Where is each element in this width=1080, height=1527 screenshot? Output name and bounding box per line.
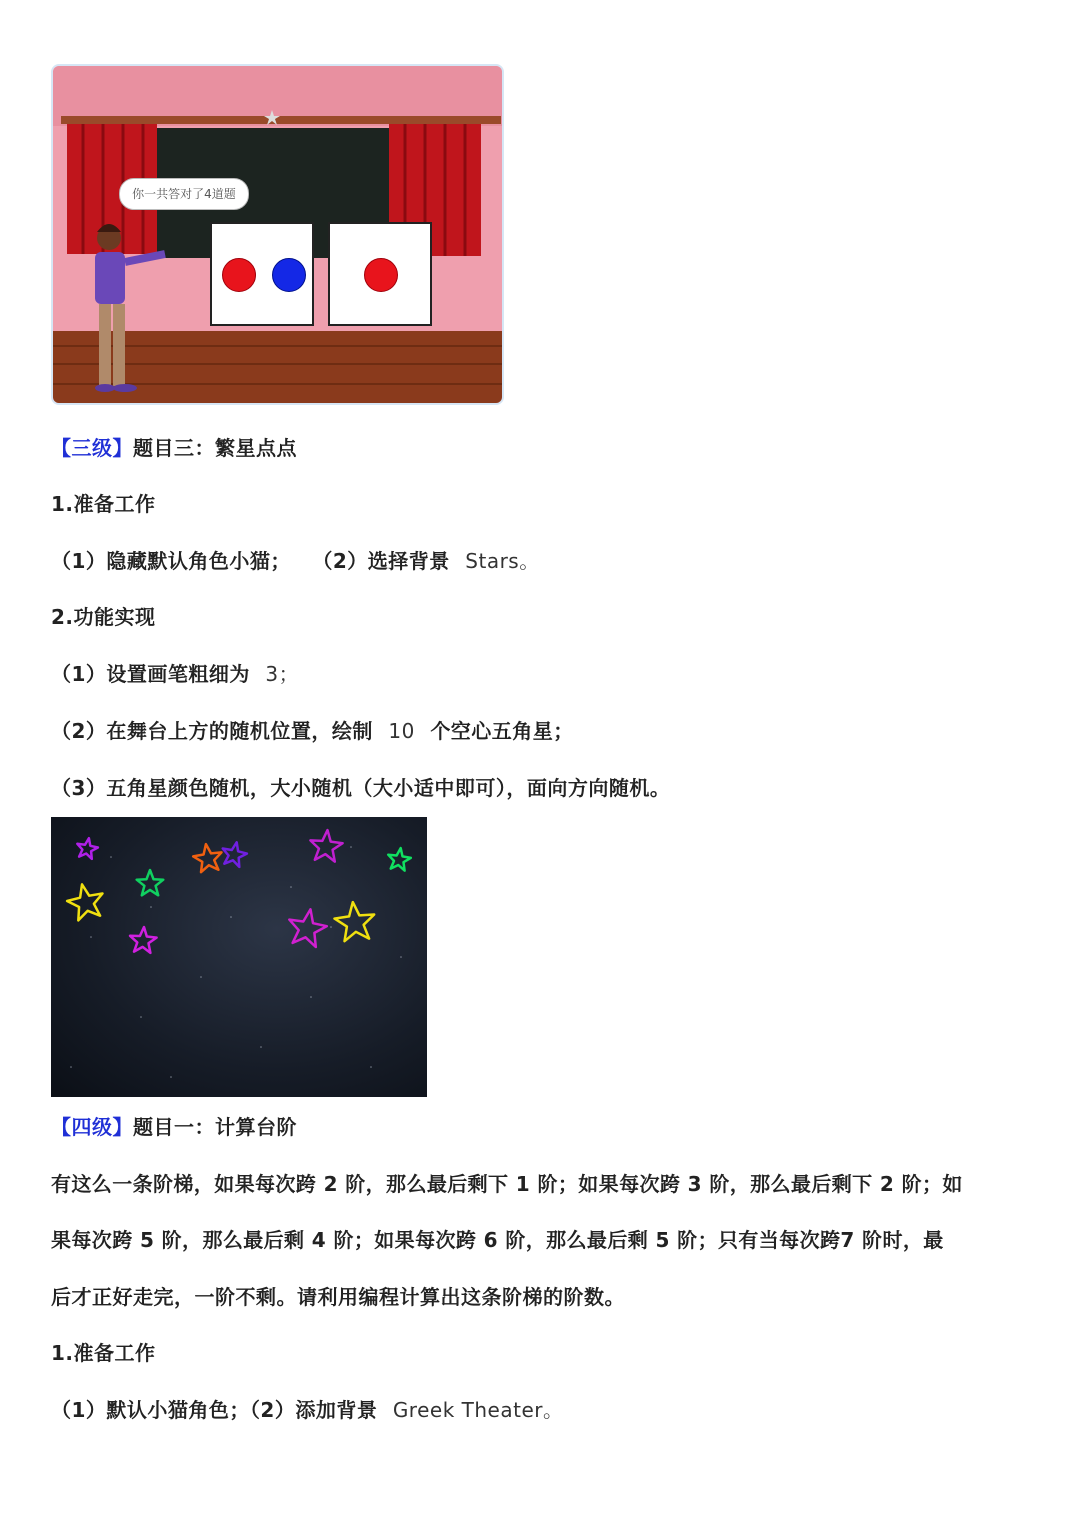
func-step-2	[51, 719, 574, 743]
prep-step-1: （1）隐藏默认角色小猫；	[51, 549, 291, 573]
hollow-star	[310, 830, 342, 862]
prep-step-1-value: Greek Theater。	[392, 1398, 564, 1422]
hollow-star	[193, 844, 221, 872]
func-step-1-value: 3；	[265, 662, 300, 686]
hollow-star	[223, 842, 247, 867]
section4-heading	[51, 1115, 297, 1139]
func-step-2-tail: 个空心五角星；	[430, 719, 574, 743]
func-step-2-value: 10	[388, 719, 415, 743]
func-step-2-label: （2）在舞台上方的随机位置，绘制	[51, 719, 373, 743]
red-dot	[222, 258, 256, 292]
hollow-star	[130, 927, 157, 953]
blue-dot	[272, 258, 306, 292]
section-title: 题目三：繁星点点	[133, 436, 297, 460]
answer-card-two-dots	[210, 222, 314, 326]
level-tag: 【三级】	[51, 436, 133, 460]
speech-bubble: 你一共答对了4道题	[119, 178, 249, 210]
func-heading: 2.功能实现	[51, 605, 156, 629]
stars-canvas	[51, 817, 427, 1097]
level-tag: 【四级】	[51, 1115, 133, 1139]
quiz-stage-image	[51, 64, 504, 405]
prep-step-2: （2）选择背景	[312, 549, 450, 573]
hollow-star	[67, 884, 102, 920]
section-title: 题目一：计算台阶	[133, 1115, 297, 1139]
func-step-1	[51, 662, 299, 686]
red-dot	[364, 258, 398, 292]
prep-heading: 1.准备工作	[51, 492, 156, 516]
section3-heading	[51, 436, 297, 460]
paragraph-line-1: 有这么一条阶梯，如果每次跨 2 阶，那么最后剩下 1 阶；如果每次跨 3 阶，那么最后剩下 2 阶；如	[51, 1172, 963, 1196]
hollow-star	[289, 909, 327, 947]
paragraph-line-3: 后才正好走完，一阶不剩。请利用编程计算出这条阶梯的阶数。	[51, 1285, 625, 1309]
hollow-star	[335, 902, 375, 941]
hollow-star	[388, 848, 411, 871]
paragraph-line-2: 果每次跨 5 阶，那么最后剩 4 阶；如果每次跨 6 阶，那么最后剩 5 阶；只有当每次跨7 阶时，最	[51, 1228, 944, 1252]
prep-steps	[51, 1398, 563, 1422]
func-step-1-label: （1）设置画笔粗细为	[51, 662, 250, 686]
prep-step-1: （1）默认小猫角色；（2）添加背景	[51, 1398, 378, 1422]
func-step-3: （3）五角星颜色随机，大小随机（大小适中即可），面向方向随机。	[51, 776, 671, 800]
answer-card-one-dot	[328, 222, 432, 326]
prep-heading: 1.准备工作	[51, 1341, 156, 1365]
hollow-star	[137, 870, 164, 895]
stars-stage-image	[51, 817, 427, 1097]
hollow-star	[77, 838, 98, 859]
prep-step-2-value: Stars。	[465, 549, 540, 573]
prep-steps	[51, 549, 540, 573]
